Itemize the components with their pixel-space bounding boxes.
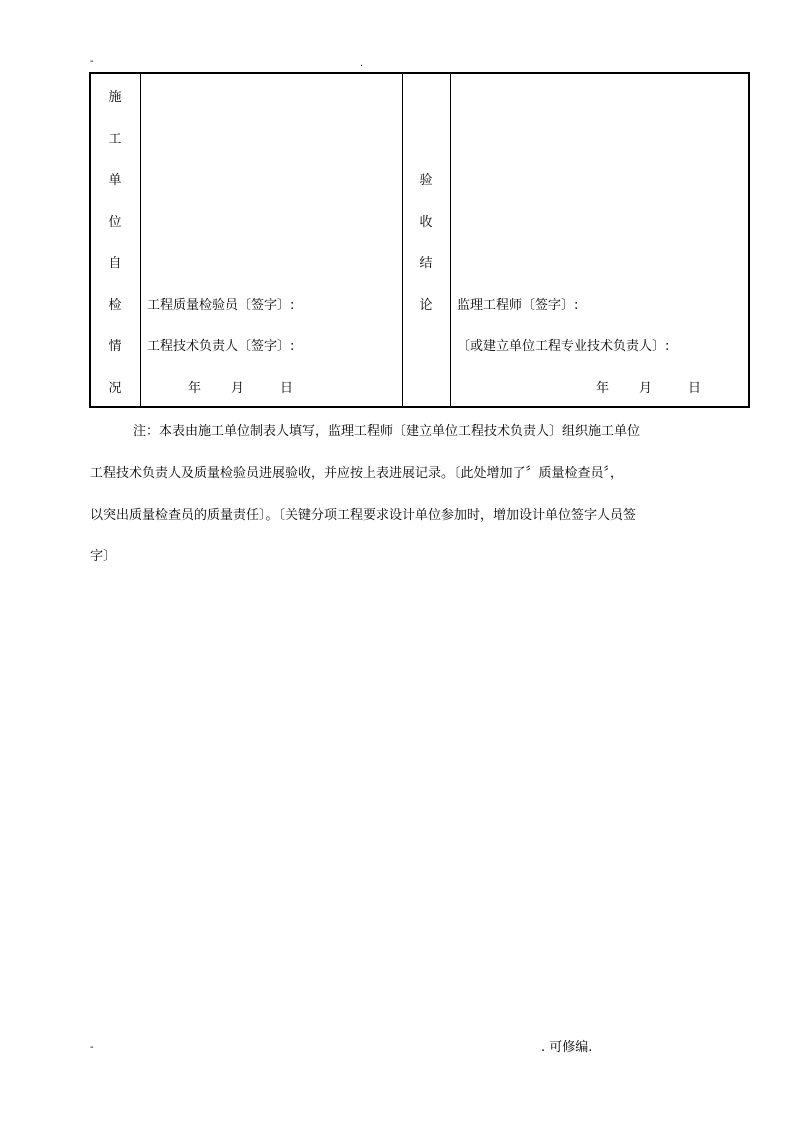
left-date-year: 年 <box>188 381 202 396</box>
right-date-month: 月 <box>639 381 653 396</box>
acceptance-form-table <box>89 72 750 408</box>
right-date-day: 日 <box>688 381 702 396</box>
left-heading-char: 单 <box>108 173 122 188</box>
owner-rep-signature-label: 〔或建立单位工程专业技术负责人〕: <box>457 339 670 354</box>
middle-heading-char: 结 <box>419 256 433 271</box>
right-date-year: 年 <box>596 381 610 396</box>
middle-heading-char: 收 <box>419 215 433 230</box>
middle-heading-char: 论 <box>419 298 433 313</box>
left-heading-char: 位 <box>108 215 122 230</box>
left-heading-char: 检 <box>108 298 122 313</box>
left-heading-char: 工 <box>108 132 122 147</box>
note-line: 工程技术负责人及质量检验员进展验收，并应按上表进展记录。〔此处增加了〞质量检查员〞， <box>90 466 624 481</box>
column-divider <box>402 74 403 406</box>
left-heading-char: 施 <box>108 90 122 105</box>
note-line: 以突出质量检查员的质量责任〕。〔关键分项工程要求设计单位参加时，增加设计单位签字人员签 <box>90 508 637 523</box>
left-heading-char: 情 <box>108 339 122 354</box>
supervisor-signature-label: 监理工程师〔签字〕: <box>457 298 579 313</box>
note-line: 注：本表由施工单位制表人填写，监理工程师〔建立单位工程技术负责人〕组织施工单位 <box>133 424 641 439</box>
middle-heading-char: 验 <box>419 173 433 188</box>
left-date-day: 日 <box>280 381 294 396</box>
tech-lead-signature-label: 工程技术负责人〔签字〕: <box>147 339 295 354</box>
left-heading-char: 自 <box>108 256 122 271</box>
left-heading-char: 况 <box>108 381 122 396</box>
header-dot: . <box>360 58 364 69</box>
header-dash: - <box>90 56 94 67</box>
footer-dash: - <box>90 1042 94 1053</box>
column-divider <box>140 74 141 406</box>
note-line: 字〕 <box>90 549 117 564</box>
column-divider <box>450 74 451 406</box>
left-date-month: 月 <box>231 381 245 396</box>
inspector-signature-label: 工程质量检验员〔签字〕: <box>147 298 295 313</box>
footer-editable-label: . 可修编. <box>541 1040 593 1055</box>
